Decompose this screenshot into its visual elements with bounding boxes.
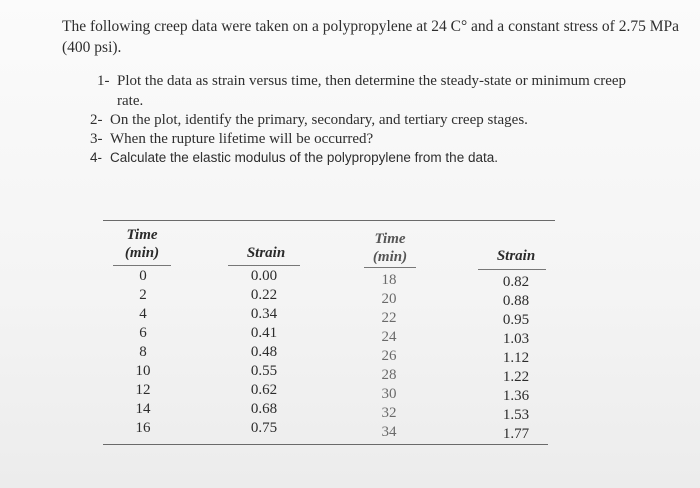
column-time-left	[118, 267, 168, 438]
table-cell: 10	[135, 363, 151, 379]
table-cell: 0.00	[250, 268, 278, 284]
table-cell: 18	[381, 272, 397, 288]
table-cell: 0.82	[502, 274, 530, 290]
table-cell: 30	[381, 386, 397, 402]
question-text: On the plot, identify the primary, secondary, and tertiary creep stages.	[110, 112, 528, 128]
table-cell: 1.03	[502, 331, 530, 347]
question-text: When the rupture lifetime will be occurred?	[110, 131, 374, 147]
table-cell: 0.75	[250, 420, 278, 436]
question-number: 3-	[90, 131, 103, 147]
table-cell: 0.41	[250, 325, 278, 341]
table-cell: 0.62	[250, 382, 278, 398]
table-cell: 0.22	[250, 287, 278, 303]
table-cell: 0.88	[502, 293, 530, 309]
table-cell: 0.48	[250, 344, 278, 360]
question-4	[90, 148, 498, 168]
table-bottom-rule	[103, 444, 548, 445]
table-cell: 20	[381, 291, 397, 307]
header-time-right: Time (min)	[372, 231, 408, 265]
table-cell: 0.55	[250, 363, 278, 379]
column-time-right	[364, 271, 414, 442]
table-cell: 1.22	[502, 369, 530, 385]
question-text: Plot the data as strain versus time, then determine the steady-state or minimum creep	[117, 73, 627, 89]
table-cell: 32	[381, 405, 397, 421]
table-cell: 0	[139, 268, 147, 284]
table-cell: 34	[381, 424, 397, 440]
table-cell: 1.77	[502, 426, 530, 442]
table-cell: 0.95	[502, 312, 530, 328]
table-top-rule	[103, 220, 555, 221]
header-strain-right: Strain	[496, 248, 536, 264]
table-cell: 12	[135, 382, 151, 398]
question-number: 4-	[90, 150, 103, 165]
question-text-continued: rate.	[117, 93, 144, 109]
header-underline	[113, 265, 171, 266]
table-cell: 28	[381, 367, 397, 383]
question-number: 1-	[97, 73, 110, 89]
table-cell: 6	[139, 325, 147, 341]
table-cell: 1.53	[502, 407, 530, 423]
header-strain-left: Strain	[246, 245, 286, 261]
table-cell: 2	[139, 287, 147, 303]
table-cell: 26	[381, 348, 397, 364]
table-cell: 1.36	[502, 388, 530, 404]
table-cell: 4	[139, 306, 147, 322]
table-cell: 14	[135, 401, 151, 417]
header-underline	[364, 267, 416, 268]
table-cell: 16	[135, 420, 151, 436]
table-cell: 1.12	[502, 350, 530, 366]
header-underline	[478, 269, 546, 270]
question-text: Calculate the elastic modulus of the polypropylene from the data.	[110, 150, 498, 165]
column-strain-right	[488, 273, 544, 444]
table-cell: 24	[381, 329, 397, 345]
table-cell: 8	[139, 344, 147, 360]
question-number: 2-	[90, 112, 103, 128]
table-cell: 0.68	[250, 401, 278, 417]
header-underline	[228, 265, 300, 266]
question-1	[97, 71, 682, 111]
question-2	[90, 110, 528, 130]
table-cell: 0.34	[250, 306, 278, 322]
problem-intro: The following creep data were taken on a polypropylene at 24 C° and a constant stress of 2.75 MPa (400 psi).	[62, 18, 679, 56]
table-cell: 22	[381, 310, 397, 326]
header-time-left: Time (min)	[124, 227, 160, 261]
question-3	[90, 129, 373, 149]
column-strain-left	[236, 267, 292, 438]
